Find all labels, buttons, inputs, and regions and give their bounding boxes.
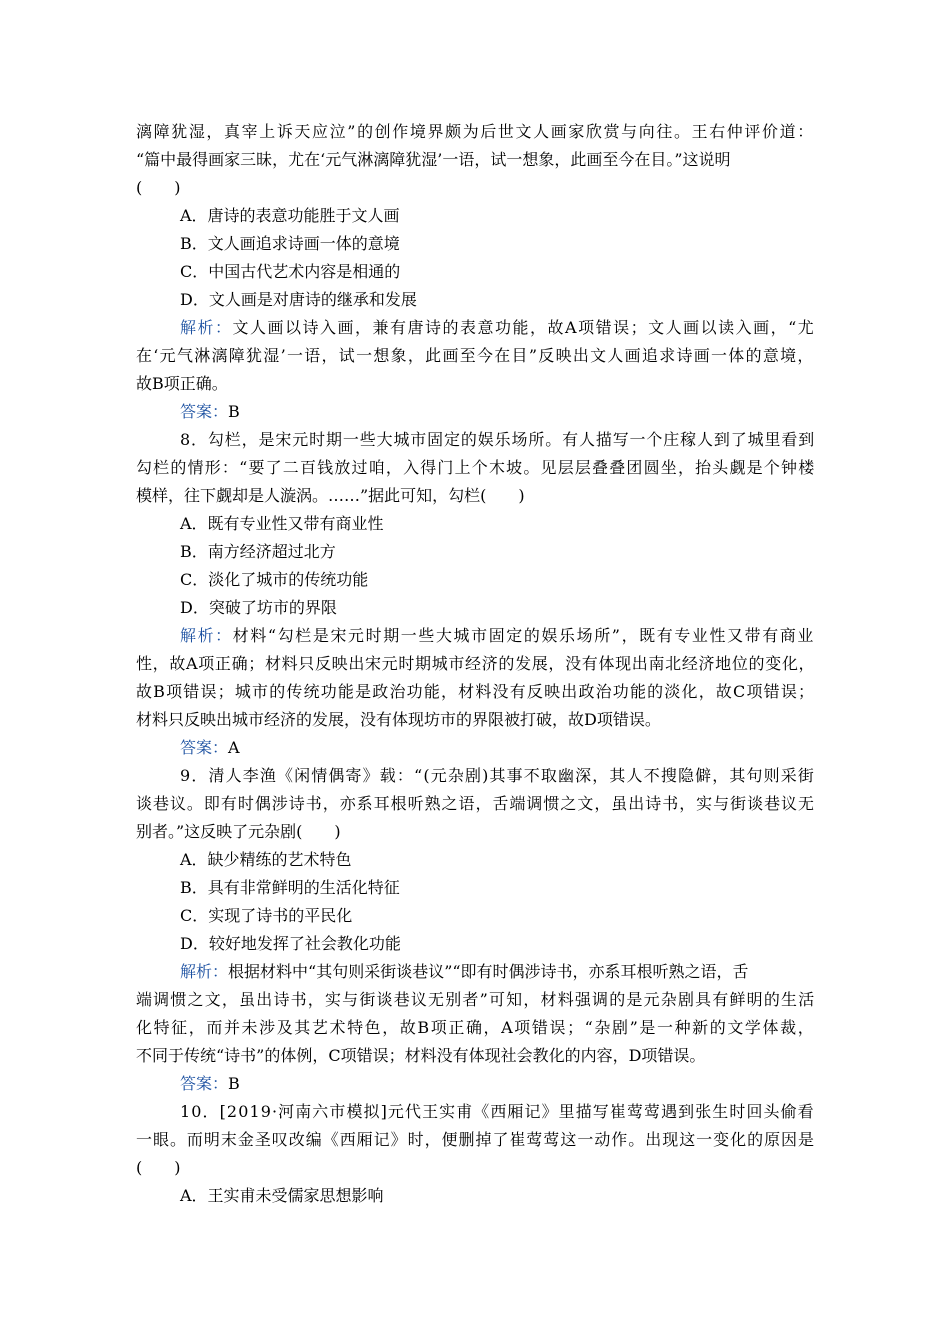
- text-line-q7-opt-a: [180, 206, 400, 226]
- text-line-q10-stem-2: [136, 1130, 815, 1150]
- text-line-q8-opt-b: [180, 542, 336, 562]
- text-line-q8-stem-1: [180, 430, 815, 450]
- text-line-q7-opt-b: [180, 234, 400, 254]
- text-line-q10-stem-1: [180, 1102, 815, 1122]
- content-q10-stem-2: 一眼。而明末金圣叹改编《西厢记》时，便删掉了崔莺莺这一动作。出现这一变化的原因是: [136, 1130, 816, 1149]
- label-q8-ans: 答案：: [180, 738, 229, 757]
- content-q8-opt-d: D．突破了坊市的界限: [180, 598, 337, 617]
- text-line-q7-opt-c: [180, 262, 400, 282]
- text-line-q10-opt-a: [180, 1186, 384, 1206]
- content-q8-opt-a: A．既有专业性又带有商业性: [180, 514, 384, 533]
- content-q7-exp-1: 文人画以诗入画，兼有唐诗的表意功能，故A项错误；文人画以读入画，“尤: [232, 318, 816, 337]
- text-line-q8-stem-2: [136, 458, 815, 478]
- content-q9-opt-d: D．较好地发挥了社会教化功能: [180, 934, 401, 953]
- text-line-q7-stem-1: [136, 122, 815, 142]
- content-q7-ans: B: [228, 402, 240, 421]
- content-q7-exp-3: 故B项正确。: [136, 374, 228, 393]
- content-q7-opt-a: A．唐诗的表意功能胜于文人画: [180, 206, 400, 225]
- content-q9-ans: B: [228, 1074, 240, 1093]
- content-q8-opt-b: B．南方经济超过北方: [180, 542, 336, 561]
- text-line-q7-stem-2: [136, 150, 731, 170]
- content-q7-exp-2: 在‘元气淋漓障犹湿’一语，试一想象，此画至今在目”反映出文人画追求诗画一体的意境，: [136, 346, 815, 365]
- content-q8-exp-1: 材料“勾栏是宋元时期一些大城市固定的娱乐场所”，既有专业性又带有商业: [232, 626, 816, 645]
- content-q9-exp-3: 化特征，而并未涉及其艺术特色，故B项正确，A项错误；“杂剧”是一种新的文学体裁，: [136, 1018, 816, 1037]
- label-q9-exp-1: 解析：: [180, 962, 229, 981]
- text-line-q7-exp-3: [136, 374, 228, 394]
- text-line-q9-opt-b: [180, 878, 400, 898]
- text-line-q10-stem-3: [136, 1158, 181, 1178]
- text-line-q9-exp-1: [180, 962, 749, 982]
- text-line-q7-exp-1: [180, 318, 815, 338]
- text-line-q8-exp-4: [136, 710, 661, 730]
- content-q8-opt-c: C．淡化了城市的传统功能: [180, 570, 369, 589]
- text-line-q7-stem-3: [136, 178, 181, 198]
- content-q10-stem-1: 10．[2019·河南六市模拟]元代王实甫《西厢记》里描写崔莺莺遇到张生时回头偷看: [180, 1102, 815, 1121]
- text-line-q8-opt-d: [180, 598, 337, 618]
- text-line-q8-opt-a: [180, 514, 384, 534]
- content-q8-stem-2: 勾栏的情形：“要了二百钱放过咱，入得门上个木坡。见层层叠叠团圆坐，抬头觑是个钟楼: [136, 458, 816, 477]
- content-q9-exp-1: 根据材料中“其句则采街谈巷议”“即有时偶涉诗书，亦系耳根听熟之语，舌: [228, 962, 749, 981]
- text-line-q9-opt-a: [180, 850, 352, 870]
- text-line-q9-exp-4: [136, 1046, 705, 1066]
- content-q9-exp-4: 不同于传统“诗书”的体例，C项错误；材料没有体现社会教化的内容，D项错误。: [136, 1046, 706, 1065]
- content-q8-stem-1: 8．勾栏，是宋元时期一些大城市固定的娱乐场所。有人描写一个庄稼人到了城里看到: [180, 430, 816, 449]
- content-q8-stem-3: 模样，往下觑却是人漩涡。……”据此可知，勾栏( ): [136, 486, 525, 505]
- text-line-q8-exp-2: [136, 654, 815, 674]
- text-line-q9-opt-d: [180, 934, 401, 954]
- label-q7-exp-1: 解析：: [180, 318, 233, 337]
- label-q7-ans: 答案：: [180, 402, 229, 421]
- content-q7-opt-c: C．中国古代艺术内容是相通的: [180, 262, 401, 281]
- text-line-q8-exp-3: [136, 682, 815, 702]
- text-line-q9-stem-2: [136, 794, 815, 814]
- label-q8-exp-1: 解析：: [180, 626, 233, 645]
- content-q8-ans: A: [228, 738, 240, 757]
- text-line-q9-stem-3: [136, 822, 341, 842]
- content-q9-stem-3: 别者。”这反映了元杂剧( ): [136, 822, 341, 841]
- text-line-q8-exp-1: [180, 626, 815, 646]
- text-line-q7-opt-d: [180, 290, 417, 310]
- text-line-q8-opt-c: [180, 570, 368, 590]
- text-line-q9-exp-3: [136, 1018, 815, 1038]
- content-q9-opt-c: C．实现了诗书的平民化: [180, 906, 353, 925]
- text-line-q7-exp-2: [136, 346, 815, 366]
- text-line-q9-exp-2: [136, 990, 815, 1010]
- text-line-q9-opt-c: [180, 906, 352, 926]
- content-q9-stem-2: 谈巷议。即有时偶涉诗书，亦系耳根听熟之语，舌端调惯之文，虽出诗书，实与街谈巷议无: [136, 794, 816, 813]
- content-q10-stem-3: ( ): [136, 1158, 181, 1177]
- content-q8-exp-3: 故B项错误；城市的传统功能是政治功能，材料没有反映出政治功能的淡化，故C项错误；: [136, 682, 816, 701]
- content-q9-stem-1: 9．清人李渔《闲情偶寄》载：“(元杂剧)其事不取幽深，其人不搜隐僻，其句则采街: [180, 766, 816, 785]
- content-q9-opt-b: B．具有非常鲜明的生活化特征: [180, 878, 400, 897]
- content-q7-stem-3: ( ): [136, 178, 181, 197]
- label-q9-ans: 答案：: [180, 1074, 229, 1093]
- content-q10-opt-a: A．王实甫未受儒家思想影响: [180, 1186, 384, 1205]
- text-line-q7-ans: [180, 402, 240, 422]
- content-q7-opt-d: D．文人画是对唐诗的继承和发展: [180, 290, 417, 309]
- text-line-q9-stem-1: [180, 766, 815, 786]
- text-line-q8-ans: [180, 738, 240, 758]
- content-q9-exp-2: 端调惯之文，虽出诗书，实与街谈巷议无别者”可知，材料强调的是元杂剧具有鲜明的生活: [136, 990, 816, 1009]
- content-q7-stem-1: 漓障犹湿，真宰上诉天应泣”的创作境界颇为后世文人画家欣赏与向往。王右仲评价道：: [136, 122, 815, 141]
- content-q9-opt-a: A．缺少精练的艺术特色: [180, 850, 352, 869]
- content-q8-exp-2: 性，故A项正确；材料只反映出宋元时期城市经济的发展，没有体现出南北经济地位的变化，: [136, 654, 816, 673]
- content-q7-stem-2: “篇中最得画家三昧，尤在‘元气淋漓障犹湿’一语，试一想象，此画至今在目。”这说明: [136, 150, 731, 169]
- text-line-q8-stem-3: [136, 486, 525, 506]
- content-q7-opt-b: B．文人画追求诗画一体的意境: [180, 234, 400, 253]
- content-q8-exp-4: 材料只反映出城市经济的发展，没有体现坊市的界限被打破，故D项错误。: [136, 710, 661, 729]
- text-line-q9-ans: [180, 1074, 240, 1094]
